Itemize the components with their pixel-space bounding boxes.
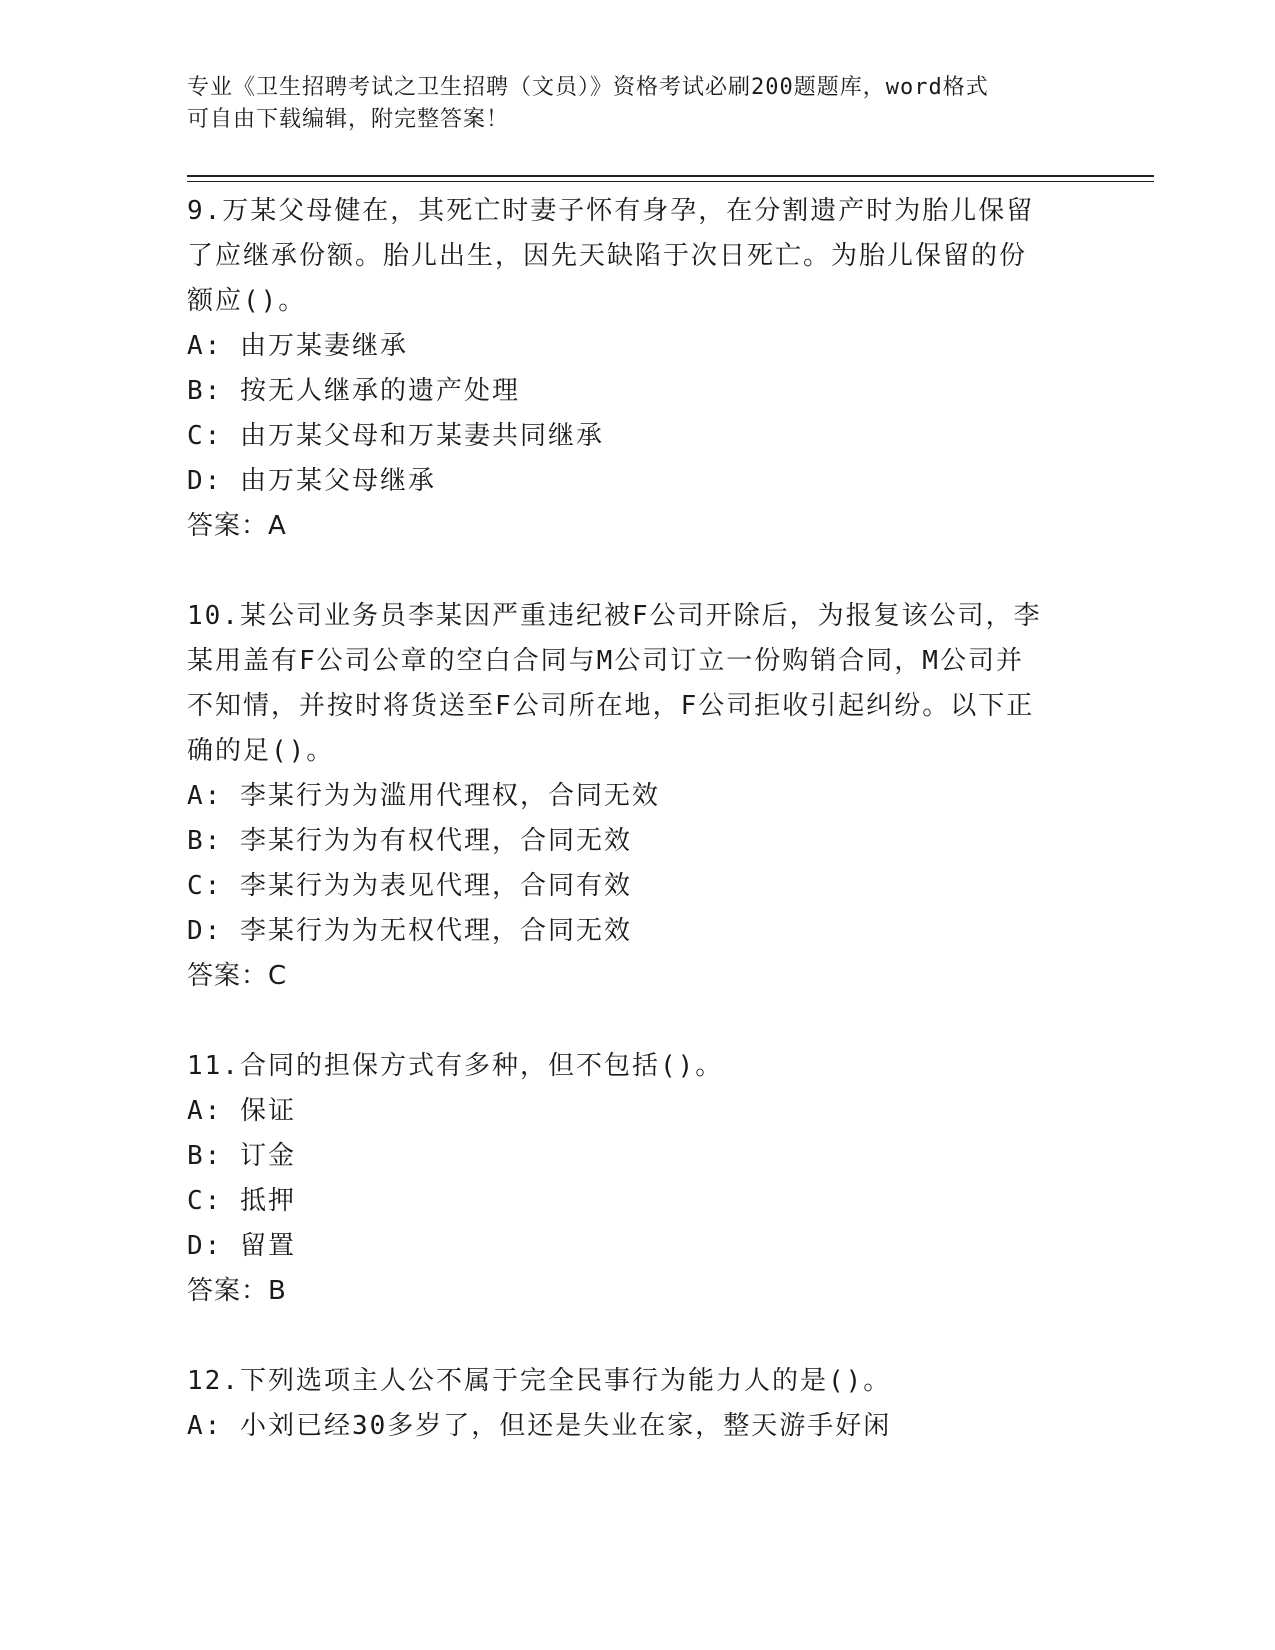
option-a: A: 由万某妻继承 <box>187 331 408 361</box>
header-divider-thick <box>187 175 1154 177</box>
header-line-1: 专业《卫生招聘考试之卫生招聘（文员）》资格考试必刷200题题库，word格式 <box>187 75 989 100</box>
option-d: D: 李某行为为无权代理，合同无效 <box>187 916 632 946</box>
question-spacer <box>187 999 1087 1044</box>
question-stem-line: 某用盖有F公司公章的空白合同与M公司订立一份购销合同，M公司并 <box>187 646 1024 676</box>
option-c: C: 抵押 <box>187 1186 296 1216</box>
header-divider-thin <box>187 181 1154 182</box>
option-b: B: 李某行为为有权代理，合同无效 <box>187 826 632 856</box>
option-c: C: 由万某父母和万某妻共同继承 <box>187 421 604 451</box>
question-stem-line: 了应继承份额。胎儿出生，因先天缺陷于次日死亡。为胎儿保留的份 <box>187 241 1028 271</box>
option-a: A: 小刘已经30多岁了，但还是失业在家，整天游手好闲 <box>187 1411 892 1441</box>
question-stem-line: 确的足()。 <box>187 736 335 766</box>
question-spacer <box>187 549 1087 594</box>
header-line-2: 可自由下载编辑，附完整答案！ <box>187 107 510 132</box>
answer-line: 答案：B <box>187 1276 287 1306</box>
option-a: A: 李某行为为滥用代理权，合同无效 <box>187 781 660 811</box>
question-stem-line: 9.万某父母健在，其死亡时妻子怀有身孕，在分割遗产时为胎儿保留 <box>187 196 1035 226</box>
question-stem-line: 10.某公司业务员李某因严重违纪被F公司开除后，为报复该公司，李 <box>187 601 1042 631</box>
option-d: D: 留置 <box>187 1231 296 1261</box>
question-9 <box>187 189 1087 549</box>
question-12 <box>187 1359 1087 1449</box>
option-a: A: 保证 <box>187 1096 296 1126</box>
answer-line: 答案：A <box>187 511 287 541</box>
question-10 <box>187 594 1087 999</box>
question-stem-line: 12.下列选项主人公不属于完全民事行为能力人的是()。 <box>187 1366 892 1396</box>
document-header <box>187 72 1067 136</box>
option-d: D: 由万某父母继承 <box>187 466 436 496</box>
option-b: B: 按无人继承的遗产处理 <box>187 376 520 406</box>
question-spacer <box>187 1314 1087 1359</box>
question-list <box>187 189 1087 1449</box>
option-b: B: 订金 <box>187 1141 296 1171</box>
question-11 <box>187 1044 1087 1314</box>
question-stem-line: 11.合同的担保方式有多种，但不包括()。 <box>187 1051 724 1081</box>
question-stem-line: 额应()。 <box>187 286 307 316</box>
answer-line: 答案：C <box>187 961 288 991</box>
option-c: C: 李某行为为表见代理，合同有效 <box>187 871 632 901</box>
question-stem-line: 不知情，并按时将货送至F公司所在地，F公司拒收引起纠纷。以下正 <box>187 691 1035 721</box>
